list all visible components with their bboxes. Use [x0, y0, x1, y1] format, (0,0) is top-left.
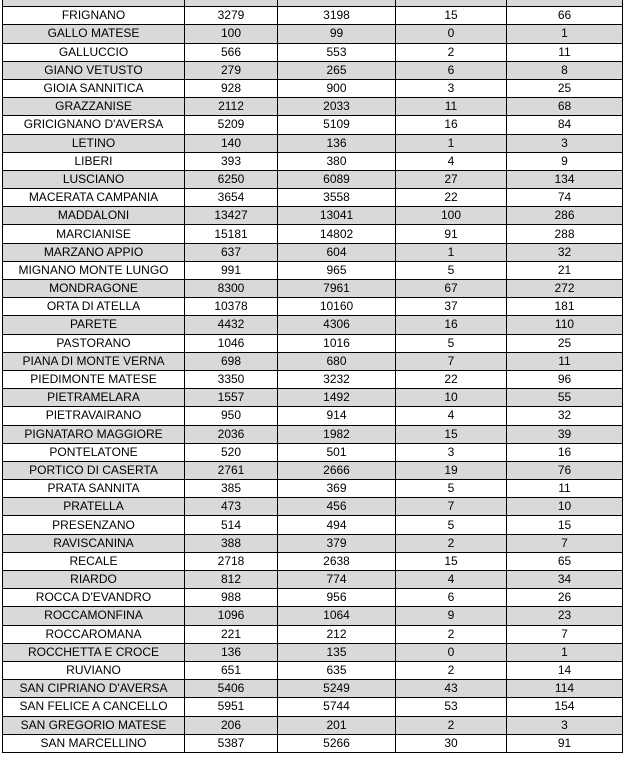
value-cell-2[interactable]: 914 — [278, 407, 396, 425]
value-cell-2[interactable]: 965 — [278, 261, 396, 279]
table-row — [3, 534, 623, 552]
value-cell-4[interactable]: 11 — [507, 480, 623, 498]
table-row — [3, 607, 623, 625]
table-row — [3, 316, 623, 334]
value-cell-2[interactable]: 5109 — [278, 116, 396, 134]
value-cell-2[interactable]: 3198 — [278, 7, 396, 25]
value-cell-3[interactable]: 15 — [396, 425, 507, 443]
table-row — [3, 207, 623, 225]
value-cell-1[interactable]: 812 — [185, 571, 278, 589]
municipality-name-cell[interactable]: SAN CIPRIANO D'AVERSA — [3, 680, 185, 698]
value-cell-4[interactable] — [507, 0, 623, 7]
table-row — [3, 552, 623, 570]
value-cell-4[interactable]: 55 — [507, 389, 623, 407]
value-cell-3[interactable]: 3 — [396, 79, 507, 97]
municipality-name-cell[interactable]: PIETRAMELARA — [3, 389, 185, 407]
value-cell-3[interactable]: 2 — [396, 534, 507, 552]
municipality-name-cell[interactable]: PRATA SANNITA — [3, 480, 185, 498]
value-cell-1[interactable]: 393 — [185, 152, 278, 170]
value-cell-1[interactable]: 2761 — [185, 461, 278, 479]
municipality-name-cell[interactable]: SAN MARCELLINO — [3, 734, 185, 752]
value-cell-4[interactable]: 26 — [507, 589, 623, 607]
value-cell-1[interactable]: 651 — [185, 661, 278, 679]
value-cell-2[interactable]: 553 — [278, 43, 396, 61]
municipality-name-cell[interactable]: RECALE — [3, 552, 185, 570]
value-cell-1[interactable]: 8300 — [185, 280, 278, 298]
value-cell-2[interactable]: 2666 — [278, 461, 396, 479]
value-cell-3[interactable]: 2 — [396, 661, 507, 679]
municipality-name-cell[interactable]: GALLO MATESE — [3, 25, 185, 43]
value-cell-2[interactable]: 456 — [278, 498, 396, 516]
value-cell-1[interactable]: 1096 — [185, 607, 278, 625]
value-cell-4[interactable]: 9 — [507, 152, 623, 170]
value-cell-1[interactable]: 473 — [185, 498, 278, 516]
value-cell-3[interactable]: 0 — [396, 25, 507, 43]
municipality-name-cell[interactable]: MACERATA CAMPANIA — [3, 189, 185, 207]
table-row — [3, 425, 623, 443]
value-cell-4[interactable]: 10 — [507, 498, 623, 516]
value-cell-3[interactable]: 22 — [396, 370, 507, 388]
municipality-name-cell[interactable]: MARZANO APPIO — [3, 243, 185, 261]
value-cell-1[interactable]: 2718 — [185, 552, 278, 570]
table-row — [3, 79, 623, 97]
value-cell-1[interactable]: 100 — [185, 25, 278, 43]
value-cell-4[interactable]: 66 — [507, 7, 623, 25]
value-cell-2[interactable]: 6089 — [278, 170, 396, 188]
municipality-name-cell[interactable]: PIANA DI MONTE VERNA — [3, 352, 185, 370]
table-row — [3, 680, 623, 698]
value-cell-4[interactable]: 25 — [507, 79, 623, 97]
value-cell-2[interactable]: 774 — [278, 571, 396, 589]
municipality-name-cell[interactable]: PIGNATARO MAGGIORE — [3, 425, 185, 443]
value-cell-3[interactable]: 11 — [396, 98, 507, 116]
municipality-name-cell[interactable]: RIARDO — [3, 571, 185, 589]
table-row — [3, 0, 623, 7]
value-cell-1[interactable]: 928 — [185, 79, 278, 97]
municipality-name-cell[interactable]: MADDALONI — [3, 207, 185, 225]
value-cell-3[interactable]: 30 — [396, 734, 507, 752]
value-cell-1[interactable]: 6250 — [185, 170, 278, 188]
value-cell-3[interactable]: 91 — [396, 225, 507, 243]
municipality-name-cell[interactable]: PRATELLA — [3, 498, 185, 516]
municipality-name-cell[interactable]: LETINO — [3, 134, 185, 152]
municipality-name-cell[interactable]: GRAZZANISE — [3, 98, 185, 116]
table-row — [3, 589, 623, 607]
value-cell-1[interactable] — [185, 0, 278, 7]
value-cell-4[interactable]: 21 — [507, 261, 623, 279]
value-cell-4[interactable]: 84 — [507, 116, 623, 134]
table-row — [3, 280, 623, 298]
value-cell-4[interactable]: 91 — [507, 734, 623, 752]
value-cell-3[interactable]: 6 — [396, 589, 507, 607]
value-cell-2[interactable]: 2033 — [278, 98, 396, 116]
table-row — [3, 516, 623, 534]
table-row — [3, 43, 623, 61]
value-cell-4[interactable]: 39 — [507, 425, 623, 443]
value-cell-3[interactable]: 5 — [396, 334, 507, 352]
value-cell-2[interactable]: 1492 — [278, 389, 396, 407]
municipality-name-cell[interactable]: SAN FELICE A CANCELLO — [3, 698, 185, 716]
value-cell-3[interactable]: 19 — [396, 461, 507, 479]
value-cell-1[interactable]: 520 — [185, 443, 278, 461]
value-cell-4[interactable]: 11 — [507, 352, 623, 370]
value-cell-1[interactable]: 2036 — [185, 425, 278, 443]
value-cell-2[interactable]: 3232 — [278, 370, 396, 388]
municipality-name-cell[interactable]: PARETE — [3, 316, 185, 334]
value-cell-2[interactable]: 604 — [278, 243, 396, 261]
value-cell-1[interactable]: 279 — [185, 61, 278, 79]
table-row — [3, 116, 623, 134]
municipality-name-cell[interactable]: ORTA DI ATELLA — [3, 298, 185, 316]
table-row — [3, 261, 623, 279]
value-cell-1[interactable]: 10378 — [185, 298, 278, 316]
value-cell-1[interactable]: 140 — [185, 134, 278, 152]
value-cell-3[interactable]: 7 — [396, 352, 507, 370]
value-cell-3[interactable]: 15 — [396, 552, 507, 570]
municipality-name-cell[interactable] — [3, 0, 185, 7]
value-cell-4[interactable]: 3 — [507, 134, 623, 152]
value-cell-3[interactable]: 5 — [396, 261, 507, 279]
value-cell-3[interactable]: 16 — [396, 116, 507, 134]
municipality-name-cell[interactable]: MONDRAGONE — [3, 280, 185, 298]
municipality-name-cell[interactable]: SAN GREGORIO MATESE — [3, 716, 185, 734]
table-row — [3, 61, 623, 79]
value-cell-4[interactable]: 154 — [507, 698, 623, 716]
municipality-name-cell[interactable]: GIOIA SANNITICA — [3, 79, 185, 97]
value-cell-2[interactable]: 136 — [278, 134, 396, 152]
value-cell-2[interactable]: 135 — [278, 643, 396, 661]
value-cell-2[interactable] — [278, 0, 396, 7]
table-row — [3, 298, 623, 316]
table-row — [3, 698, 623, 716]
municipality-name-cell[interactable]: RAVISCANINA — [3, 534, 185, 552]
value-cell-1[interactable]: 15181 — [185, 225, 278, 243]
value-cell-4[interactable]: 15 — [507, 516, 623, 534]
value-cell-3[interactable] — [396, 0, 507, 7]
table-row — [3, 25, 623, 43]
value-cell-1[interactable]: 988 — [185, 589, 278, 607]
value-cell-1[interactable]: 3654 — [185, 189, 278, 207]
table-row — [3, 643, 623, 661]
value-cell-4[interactable]: 7 — [507, 625, 623, 643]
value-cell-2[interactable]: 7961 — [278, 280, 396, 298]
municipality-name-cell[interactable]: ROCCA D'EVANDRO — [3, 589, 185, 607]
municipality-name-cell[interactable]: GRICIGNANO D'AVERSA — [3, 116, 185, 134]
value-cell-4[interactable]: 181 — [507, 298, 623, 316]
value-cell-2[interactable]: 369 — [278, 480, 396, 498]
value-cell-2[interactable]: 680 — [278, 352, 396, 370]
value-cell-3[interactable]: 4 — [396, 152, 507, 170]
value-cell-1[interactable]: 1046 — [185, 334, 278, 352]
value-cell-2[interactable]: 14802 — [278, 225, 396, 243]
value-cell-2[interactable]: 501 — [278, 443, 396, 461]
table-row — [3, 734, 623, 752]
municipality-name-cell[interactable]: PONTELATONE — [3, 443, 185, 461]
table-row — [3, 334, 623, 352]
value-cell-2[interactable]: 4306 — [278, 316, 396, 334]
value-cell-3[interactable]: 5 — [396, 516, 507, 534]
value-cell-1[interactable]: 1557 — [185, 389, 278, 407]
table-row — [3, 170, 623, 188]
table-row — [3, 370, 623, 388]
value-cell-2[interactable]: 380 — [278, 152, 396, 170]
value-cell-4[interactable]: 8 — [507, 61, 623, 79]
value-cell-3[interactable]: 4 — [396, 571, 507, 589]
value-cell-1[interactable]: 566 — [185, 43, 278, 61]
table-row — [3, 243, 623, 261]
value-cell-4[interactable]: 23 — [507, 607, 623, 625]
value-cell-4[interactable]: 114 — [507, 680, 623, 698]
municipality-name-cell[interactable]: RUVIANO — [3, 661, 185, 679]
value-cell-2[interactable]: 494 — [278, 516, 396, 534]
value-cell-4[interactable]: 68 — [507, 98, 623, 116]
value-cell-2[interactable]: 265 — [278, 61, 396, 79]
value-cell-4[interactable]: 134 — [507, 170, 623, 188]
value-cell-2[interactable]: 13041 — [278, 207, 396, 225]
value-cell-3[interactable]: 3 — [396, 443, 507, 461]
table-row — [3, 98, 623, 116]
value-cell-4[interactable]: 7 — [507, 534, 623, 552]
value-cell-4[interactable]: 65 — [507, 552, 623, 570]
value-cell-1[interactable]: 991 — [185, 261, 278, 279]
value-cell-3[interactable]: 15 — [396, 7, 507, 25]
value-cell-2[interactable]: 5266 — [278, 734, 396, 752]
value-cell-2[interactable]: 5249 — [278, 680, 396, 698]
value-cell-4[interactable]: 34 — [507, 571, 623, 589]
value-cell-4[interactable]: 3 — [507, 716, 623, 734]
table-row — [3, 625, 623, 643]
municipality-name-cell[interactable]: PIEDIMONTE MATESE — [3, 370, 185, 388]
value-cell-3[interactable]: 1 — [396, 243, 507, 261]
value-cell-3[interactable]: 7 — [396, 498, 507, 516]
value-cell-4[interactable]: 32 — [507, 243, 623, 261]
municipality-name-cell[interactable]: FRIGNANO — [3, 7, 185, 25]
value-cell-1[interactable]: 388 — [185, 534, 278, 552]
value-cell-2[interactable]: 5744 — [278, 698, 396, 716]
value-cell-1[interactable]: 5209 — [185, 116, 278, 134]
value-cell-4[interactable]: 32 — [507, 407, 623, 425]
value-cell-1[interactable]: 385 — [185, 480, 278, 498]
value-cell-4[interactable]: 14 — [507, 661, 623, 679]
spreadsheet-view — [2, 0, 622, 753]
value-cell-2[interactable]: 1016 — [278, 334, 396, 352]
table-row — [3, 480, 623, 498]
municipality-name-cell[interactable]: GALLUCCIO — [3, 43, 185, 61]
table-row — [3, 716, 623, 734]
municipality-name-cell[interactable]: MARCIANISE — [3, 225, 185, 243]
table-row — [3, 389, 623, 407]
table-row — [3, 661, 623, 679]
value-cell-1[interactable]: 221 — [185, 625, 278, 643]
municipality-data-table — [2, 0, 623, 753]
value-cell-3[interactable]: 22 — [396, 189, 507, 207]
value-cell-3[interactable]: 2 — [396, 625, 507, 643]
value-cell-1[interactable]: 13427 — [185, 207, 278, 225]
value-cell-3[interactable]: 27 — [396, 170, 507, 188]
value-cell-3[interactable]: 6 — [396, 61, 507, 79]
value-cell-3[interactable]: 43 — [396, 680, 507, 698]
value-cell-3[interactable]: 16 — [396, 316, 507, 334]
value-cell-4[interactable]: 286 — [507, 207, 623, 225]
value-cell-4[interactable]: 74 — [507, 189, 623, 207]
value-cell-1[interactable]: 136 — [185, 643, 278, 661]
municipality-name-cell[interactable]: GIANO VETUSTO — [3, 61, 185, 79]
value-cell-3[interactable]: 37 — [396, 298, 507, 316]
table-row — [3, 189, 623, 207]
value-cell-4[interactable]: 76 — [507, 461, 623, 479]
value-cell-2[interactable]: 1982 — [278, 425, 396, 443]
value-cell-3[interactable]: 2 — [396, 716, 507, 734]
municipality-name-cell[interactable]: PRESENZANO — [3, 516, 185, 534]
value-cell-2[interactable]: 2638 — [278, 552, 396, 570]
value-cell-2[interactable]: 635 — [278, 661, 396, 679]
value-cell-3[interactable]: 1 — [396, 134, 507, 152]
value-cell-2[interactable]: 212 — [278, 625, 396, 643]
value-cell-1[interactable]: 514 — [185, 516, 278, 534]
value-cell-4[interactable]: 1 — [507, 25, 623, 43]
value-cell-1[interactable]: 3279 — [185, 7, 278, 25]
value-cell-1[interactable]: 206 — [185, 716, 278, 734]
value-cell-3[interactable]: 100 — [396, 207, 507, 225]
value-cell-3[interactable]: 2 — [396, 43, 507, 61]
value-cell-4[interactable]: 288 — [507, 225, 623, 243]
table-row — [3, 461, 623, 479]
table-row — [3, 134, 623, 152]
value-cell-1[interactable]: 637 — [185, 243, 278, 261]
municipality-name-cell[interactable]: PASTORANO — [3, 334, 185, 352]
municipality-name-cell[interactable]: PORTICO DI CASERTA — [3, 461, 185, 479]
value-cell-2[interactable]: 379 — [278, 534, 396, 552]
municipality-name-cell[interactable]: ROCCAROMANA — [3, 625, 185, 643]
value-cell-1[interactable]: 4432 — [185, 316, 278, 334]
table-row — [3, 407, 623, 425]
municipality-name-cell[interactable]: PIETRAVAIRANO — [3, 407, 185, 425]
value-cell-4[interactable]: 96 — [507, 370, 623, 388]
value-cell-3[interactable]: 4 — [396, 407, 507, 425]
value-cell-3[interactable]: 10 — [396, 389, 507, 407]
value-cell-4[interactable]: 1 — [507, 643, 623, 661]
municipality-name-cell[interactable]: ROCCAMONFINA — [3, 607, 185, 625]
value-cell-1[interactable]: 950 — [185, 407, 278, 425]
table-body — [3, 0, 623, 752]
municipality-name-cell[interactable]: MIGNANO MONTE LUNGO — [3, 261, 185, 279]
table-row — [3, 7, 623, 25]
value-cell-4[interactable]: 110 — [507, 316, 623, 334]
table-row — [3, 225, 623, 243]
value-cell-3[interactable]: 67 — [396, 280, 507, 298]
value-cell-2[interactable]: 956 — [278, 589, 396, 607]
value-cell-1[interactable]: 5387 — [185, 734, 278, 752]
value-cell-2[interactable]: 900 — [278, 79, 396, 97]
municipality-name-cell[interactable]: LIBERI — [3, 152, 185, 170]
value-cell-3[interactable]: 5 — [396, 480, 507, 498]
value-cell-4[interactable]: 11 — [507, 43, 623, 61]
value-cell-4[interactable]: 16 — [507, 443, 623, 461]
value-cell-1[interactable]: 3350 — [185, 370, 278, 388]
value-cell-1[interactable]: 2112 — [185, 98, 278, 116]
value-cell-4[interactable]: 272 — [507, 280, 623, 298]
value-cell-2[interactable]: 99 — [278, 25, 396, 43]
table-row — [3, 352, 623, 370]
municipality-name-cell[interactable]: ROCCHETTA E CROCE — [3, 643, 185, 661]
municipality-name-cell[interactable]: LUSCIANO — [3, 170, 185, 188]
value-cell-3[interactable]: 0 — [396, 643, 507, 661]
value-cell-1[interactable]: 698 — [185, 352, 278, 370]
table-row — [3, 152, 623, 170]
value-cell-2[interactable]: 3558 — [278, 189, 396, 207]
value-cell-3[interactable]: 9 — [396, 607, 507, 625]
value-cell-2[interactable]: 201 — [278, 716, 396, 734]
table-row — [3, 571, 623, 589]
value-cell-2[interactable]: 10160 — [278, 298, 396, 316]
table-row — [3, 498, 623, 516]
value-cell-1[interactable]: 5406 — [185, 680, 278, 698]
value-cell-1[interactable]: 5951 — [185, 698, 278, 716]
value-cell-3[interactable]: 53 — [396, 698, 507, 716]
table-row — [3, 443, 623, 461]
value-cell-4[interactable]: 25 — [507, 334, 623, 352]
value-cell-2[interactable]: 1064 — [278, 607, 396, 625]
